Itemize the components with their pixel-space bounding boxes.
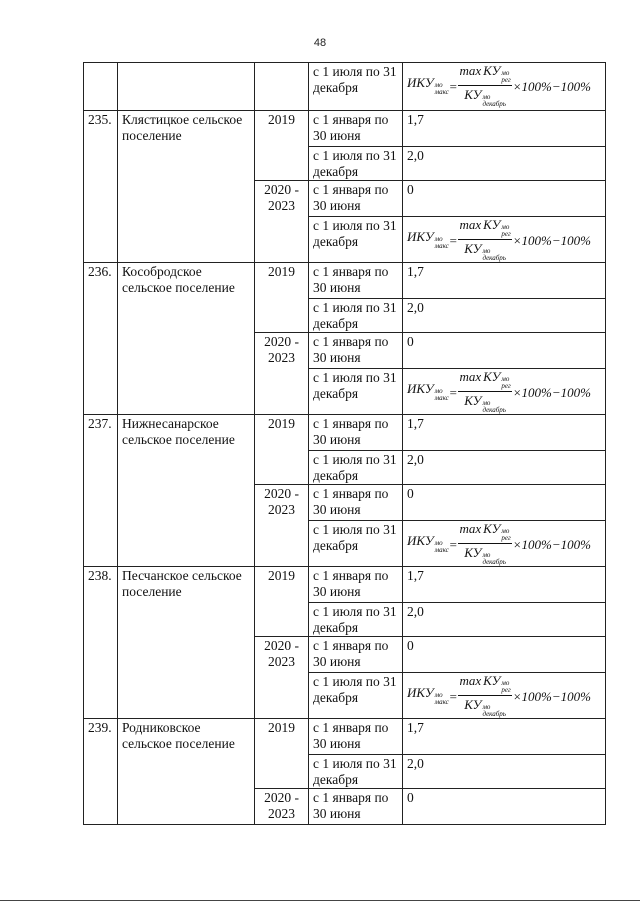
value-cell: 2,0 xyxy=(403,603,606,637)
formula-lhs-sup: мо xyxy=(434,235,443,243)
period-cell: с 1 июля по 31 декабря xyxy=(309,299,403,333)
year-cell: 2019 xyxy=(255,111,309,181)
formula-lhs: ИКУ xyxy=(407,381,434,396)
period-cell: с 1 января по 30 июня xyxy=(309,719,403,755)
value-cell: 2,0 xyxy=(403,147,606,181)
value-cell: 1,7 xyxy=(403,415,606,451)
year-cell: 2020 - 2023 xyxy=(255,637,309,719)
period-cell: с 1 января по 30 июня xyxy=(309,333,403,369)
formula-denominator-sub: декабрь xyxy=(482,100,506,108)
formula-equals: = xyxy=(448,688,458,704)
formula-tail: ×100%−100% xyxy=(512,384,591,400)
table-row xyxy=(84,263,606,299)
formula-fraction xyxy=(458,370,511,414)
formula-numerator-sub: рег xyxy=(501,230,511,238)
value-cell: 1,7 xyxy=(403,111,606,147)
formula-numerator: КУ xyxy=(483,521,501,536)
period-cell: с 1 июля по 31 декабря xyxy=(309,755,403,789)
row-number-cell: 236. xyxy=(84,263,118,415)
formula-cell xyxy=(403,369,606,415)
bottom-scan-edge xyxy=(0,900,640,901)
formula-fraction xyxy=(458,64,511,108)
value-cell: 1,7 xyxy=(403,719,606,755)
table-row xyxy=(84,567,606,603)
formula-lhs-sub: макс xyxy=(434,546,449,554)
year-cell: 2020 - 2023 xyxy=(255,789,309,825)
settlement-name-cell: Нижнесанарское сельское поселение xyxy=(118,415,255,567)
max-tariff-index-formula xyxy=(407,370,601,414)
value-cell: 0 xyxy=(403,181,606,217)
year-cell: 2019 xyxy=(255,415,309,485)
formula-lhs: ИКУ xyxy=(407,75,434,90)
formula-equals: = xyxy=(448,232,458,248)
table-row xyxy=(84,415,606,451)
formula-equals: = xyxy=(448,536,458,552)
settlement-name-cell: Песчанское сельское поселение xyxy=(118,567,255,719)
period-cell: с 1 июля по 31 декабря xyxy=(309,147,403,181)
period-cell: с 1 июля по 31 декабря xyxy=(309,369,403,415)
formula-cell xyxy=(403,521,606,567)
row-number-cell: 238. xyxy=(84,567,118,719)
year-cell: 2020 - 2023 xyxy=(255,333,309,415)
formula-numerator: КУ xyxy=(483,369,501,384)
formula-lhs: ИКУ xyxy=(407,229,434,244)
period-cell: с 1 января по 30 июня xyxy=(309,263,403,299)
formula-denominator: КУ xyxy=(464,393,482,408)
formula-denominator-sub: декабрь xyxy=(482,558,506,566)
period-cell: с 1 января по 30 июня xyxy=(309,415,403,451)
formula-cell xyxy=(403,673,606,719)
formula-numerator: КУ xyxy=(483,217,501,232)
period-cell: с 1 июля по 31 декабря xyxy=(309,63,403,111)
table-row xyxy=(84,111,606,147)
formula-equals: = xyxy=(448,384,458,400)
formula-tail: ×100%−100% xyxy=(512,688,591,704)
value-cell: 2,0 xyxy=(403,755,606,789)
formula-numerator-sub: рег xyxy=(501,686,511,694)
formula-denominator-sup: мо xyxy=(482,93,491,101)
value-cell: 1,7 xyxy=(403,263,606,299)
formula-tail: ×100%−100% xyxy=(512,536,591,552)
formula-lhs-sub: макс xyxy=(434,698,449,706)
formula-fraction xyxy=(458,218,511,262)
formula-max: max xyxy=(459,63,482,78)
tariff-index-table xyxy=(83,62,606,825)
period-cell: с 1 июля по 31 декабря xyxy=(309,673,403,719)
formula-lhs: ИКУ xyxy=(407,533,434,548)
year-cell: 2019 xyxy=(255,263,309,333)
formula-denominator-sup: мо xyxy=(482,703,491,711)
value-cell: 0 xyxy=(403,485,606,521)
period-cell: с 1 января по 30 июня xyxy=(309,181,403,217)
table-row xyxy=(84,719,606,755)
period-cell: с 1 января по 30 июня xyxy=(309,111,403,147)
formula-numerator-sup: мо xyxy=(501,223,510,231)
max-tariff-index-formula xyxy=(407,64,601,108)
year-cell: 2020 - 2023 xyxy=(255,181,309,263)
max-tariff-index-formula xyxy=(407,674,601,718)
period-cell: с 1 января по 30 июня xyxy=(309,789,403,825)
formula-max: max xyxy=(459,673,482,688)
formula-numerator-sub: рег xyxy=(501,534,511,542)
formula-numerator-sup: мо xyxy=(501,527,510,535)
formula-denominator-sub: декабрь xyxy=(482,254,506,262)
value-cell: 1,7 xyxy=(403,567,606,603)
table-row xyxy=(84,63,606,111)
settlement-name-cell xyxy=(118,63,255,111)
formula-denominator-sup: мо xyxy=(482,399,491,407)
settlement-name-cell: Клястицкое сельское поселение xyxy=(118,111,255,263)
formula-denominator-sub: декабрь xyxy=(482,710,506,718)
formula-denominator: КУ xyxy=(464,697,482,712)
formula-numerator-sub: рег xyxy=(501,76,511,84)
formula-lhs: ИКУ xyxy=(407,685,434,700)
formula-lhs-sup: мо xyxy=(434,81,443,89)
formula-denominator-sub: декабрь xyxy=(482,406,506,414)
year-cell xyxy=(255,63,309,111)
year-cell: 2019 xyxy=(255,567,309,637)
formula-lhs-sub: макс xyxy=(434,242,449,250)
row-number-cell: 239. xyxy=(84,719,118,825)
formula-numerator-sup: мо xyxy=(501,69,510,77)
period-cell: с 1 июля по 31 декабря xyxy=(309,217,403,263)
formula-denominator-sup: мо xyxy=(482,247,491,255)
formula-max: max xyxy=(459,217,482,232)
settlement-name-cell: Родниковское сельское поселение xyxy=(118,719,255,825)
formula-cell xyxy=(403,217,606,263)
period-cell: с 1 июля по 31 декабря xyxy=(309,603,403,637)
year-cell: 2019 xyxy=(255,719,309,789)
row-number-cell xyxy=(84,63,118,111)
formula-fraction xyxy=(458,674,511,718)
formula-max: max xyxy=(459,521,482,536)
max-tariff-index-formula xyxy=(407,218,601,262)
formula-cell xyxy=(403,63,606,111)
formula-lhs-sup: мо xyxy=(434,387,443,395)
period-cell: с 1 января по 30 июня xyxy=(309,485,403,521)
formula-fraction xyxy=(458,522,511,566)
formula-lhs-sub: макс xyxy=(434,394,449,402)
formula-lhs-sup: мо xyxy=(434,691,443,699)
formula-denominator: КУ xyxy=(464,241,482,256)
row-number-cell: 235. xyxy=(84,111,118,263)
value-cell: 0 xyxy=(403,789,606,825)
formula-numerator-sup: мо xyxy=(501,679,510,687)
formula-numerator: КУ xyxy=(483,673,501,688)
formula-numerator-sub: рег xyxy=(501,382,511,390)
value-cell: 0 xyxy=(403,333,606,369)
formula-max: max xyxy=(459,369,482,384)
settlement-name-cell: Кособродское сельское поселение xyxy=(118,263,255,415)
formula-denominator-sup: мо xyxy=(482,551,491,559)
formula-denominator: КУ xyxy=(464,545,482,560)
formula-lhs-sup: мо xyxy=(434,539,443,547)
period-cell: с 1 января по 30 июня xyxy=(309,567,403,603)
formula-numerator-sup: мо xyxy=(501,375,510,383)
formula-tail: ×100%−100% xyxy=(512,78,591,94)
value-cell: 0 xyxy=(403,637,606,673)
period-cell: с 1 июля по 31 декабря xyxy=(309,521,403,567)
max-tariff-index-formula xyxy=(407,522,601,566)
formula-equals: = xyxy=(448,78,458,94)
value-cell: 2,0 xyxy=(403,451,606,485)
value-cell: 2,0 xyxy=(403,299,606,333)
year-cell: 2020 - 2023 xyxy=(255,485,309,567)
period-cell: с 1 июля по 31 декабря xyxy=(309,451,403,485)
page-number: 48 xyxy=(313,37,327,49)
formula-numerator: КУ xyxy=(483,63,501,78)
formula-tail: ×100%−100% xyxy=(512,232,591,248)
row-number-cell: 237. xyxy=(84,415,118,567)
formula-lhs-sub: макс xyxy=(434,88,449,96)
period-cell: с 1 января по 30 июня xyxy=(309,637,403,673)
formula-denominator: КУ xyxy=(464,87,482,102)
